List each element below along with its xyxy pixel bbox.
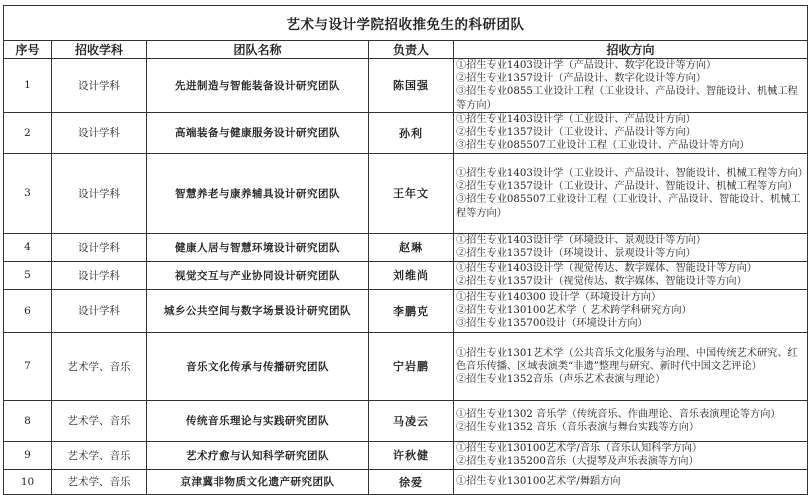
- row-directions: [454, 112, 808, 153]
- direction-item: ③招生专业135700设计（环境设计方向）: [456, 318, 648, 330]
- direction-item: ①招生专业1403设计学（工业设计、产品设计、智能设计、机械工程等方向）: [456, 167, 808, 179]
- row-leader: 许秋健: [369, 441, 454, 469]
- row-directions: [454, 332, 808, 400]
- row-subject: 设计学科: [52, 289, 147, 332]
- direction-item: ①招生专业1302 音乐学（传统音乐、作曲理论、音乐表演理论等方向）: [456, 408, 781, 420]
- row-leader: 陈国强: [369, 59, 454, 113]
- row-number: 9: [4, 441, 52, 469]
- row-subject: 艺术学、音乐: [52, 469, 147, 494]
- direction-item: ①招生专业1403设计学（环境设计、景观设计等方向）: [456, 235, 707, 247]
- direction-item: ①招生专业1403设计学（工业设计、产品设计方向）: [456, 114, 696, 125]
- header-subject: 招收学科: [52, 41, 147, 59]
- row-subject: 设计学科: [52, 261, 147, 289]
- direction-item: ②招生专业1352 音乐（音乐表演与舞台实践等方向）: [456, 421, 700, 433]
- header-num: 序号: [4, 41, 52, 59]
- row-number: 3: [4, 153, 52, 233]
- direction-item: ②招生专业135200音乐（大提琴及声乐表演等方向）: [456, 456, 699, 468]
- direction-item: ③招生专业085507工业设计工程（工业设计、产品设计等方向）: [456, 140, 750, 152]
- row-team-name: 城乡公共空间与数字场景设计研究团队: [147, 289, 369, 332]
- direction-item: ①招生专业1301艺术学（公共音乐文化服务与治理、中国传统艺术研究、红色音乐传播、区域表演类“非遗”整理与研究、新时代中国文艺评论）: [456, 347, 798, 372]
- row-leader: 孙利: [369, 112, 454, 153]
- row-leader: 李鹏克: [369, 289, 454, 332]
- row-team-name: 健康人居与智慧环境设计研究团队: [147, 233, 369, 261]
- row-team-name: 视觉交互与产业协同设计研究团队: [147, 261, 369, 289]
- row-subject: 设计学科: [52, 59, 147, 113]
- row-subject: 设计学科: [52, 153, 147, 233]
- direction-item: ①招生专业1403设计学（视觉传达、数字媒体、智能设计等方向）: [456, 263, 757, 275]
- row-number: 7: [4, 332, 52, 400]
- row-number: 4: [4, 233, 52, 261]
- row-team-name: 先进制造与智能装备设计研究团队: [147, 59, 369, 113]
- row-subject: 艺术学、音乐: [52, 400, 147, 441]
- row-leader: 徐爱: [369, 469, 454, 494]
- row-number: 5: [4, 261, 52, 289]
- direction-item: ①招生专业130100艺术学/音乐（音乐认知科学方向）: [456, 443, 703, 455]
- document-sheet: [3, 5, 807, 495]
- header-row: [4, 41, 808, 59]
- row-directions: [454, 261, 808, 289]
- row-leader: 王年文: [369, 153, 454, 233]
- direction-item: ①招生专业130100艺术学/舞蹈方向: [456, 476, 621, 488]
- row-team-name: 音乐文化传承与传播研究团队: [147, 332, 369, 400]
- direction-item: ②招生专业1357设计（视觉传达、数字媒体、智能设计等方向）: [456, 276, 747, 288]
- row-leader: 马凌云: [369, 400, 454, 441]
- row-team-name: 京津冀非物质文化遗产研究团队: [147, 469, 369, 494]
- row-leader: 赵琳: [369, 233, 454, 261]
- table-row: [4, 400, 808, 441]
- table-row: [4, 59, 808, 113]
- row-directions: [454, 441, 808, 469]
- table-row: [4, 112, 808, 153]
- row-directions: [454, 233, 808, 261]
- table-row: [4, 332, 808, 400]
- direction-item: ②招生专业130100艺术学（ 艺术跨学科研究方向）: [456, 305, 692, 317]
- table-title: 艺术与设计学院招收推免生的科研团队: [4, 6, 808, 41]
- row-directions: [454, 59, 808, 113]
- table-row: [4, 233, 808, 261]
- table-row: [4, 469, 808, 494]
- direction-item: ②招生专业1352音乐（声乐艺术表演与理论）: [456, 373, 666, 385]
- row-directions: [454, 153, 808, 233]
- team-table: [3, 5, 808, 495]
- row-team-name: 艺术疗愈与认知科学研究团队: [147, 441, 369, 469]
- table-row: [4, 289, 808, 332]
- table-row: [4, 153, 808, 233]
- direction-item: ②招生专业1357设计（环境设计、景观设计等方向）: [456, 248, 696, 260]
- direction-item: ③招生专业085507工业设计工程（工业设计、产品设计、智能设计、机械工程等方向）: [456, 194, 801, 219]
- direction-item: ②招生专业1357设计（产品设计、数字化设计等方向）: [456, 73, 707, 85]
- row-leader: 刘维尚: [369, 261, 454, 289]
- row-team-name: 智慧养老与康养辅具设计研究团队: [147, 153, 369, 233]
- row-subject: 艺术学、音乐: [52, 441, 147, 469]
- row-subject: 艺术学、音乐: [52, 332, 147, 400]
- row-team-name: 高端装备与健康服务设计研究团队: [147, 112, 369, 153]
- header-directions: 招收方向: [454, 41, 808, 59]
- row-subject: 设计学科: [52, 233, 147, 261]
- direction-item: ①招生专业140300 设计学（环境设计方向）: [456, 292, 662, 303]
- row-number: 1: [4, 59, 52, 113]
- row-directions: [454, 469, 808, 494]
- row-leader: 宁岩鹏: [369, 332, 454, 400]
- row-number: 6: [4, 289, 52, 332]
- header-team: 团队名称: [147, 41, 369, 59]
- direction-item: ②招生专业1357设计（工业设计、产品设计等方向）: [456, 127, 696, 139]
- table-row: [4, 441, 808, 469]
- header-leader: 负责人: [369, 41, 454, 59]
- row-number: 8: [4, 400, 52, 441]
- direction-item: ③招生专业0855工业设计工程（工业设计、产品设计、智能设计、机械工程等方向）: [456, 86, 798, 111]
- row-directions: [454, 400, 808, 441]
- row-number: 10: [4, 469, 52, 494]
- table-row: [4, 261, 808, 289]
- table-body: [4, 59, 808, 495]
- row-team-name: 传统音乐理论与实践研究团队: [147, 400, 369, 441]
- row-subject: 设计学科: [52, 112, 147, 153]
- row-directions: [454, 289, 808, 332]
- direction-item: ①招生专业1403设计学（产品设计、数字化设计等方向）: [456, 60, 717, 71]
- direction-item: ②招生专业1357设计（工业设计、产品设计、智能设计、机械工程等方向）: [456, 181, 798, 193]
- row-number: 2: [4, 112, 52, 153]
